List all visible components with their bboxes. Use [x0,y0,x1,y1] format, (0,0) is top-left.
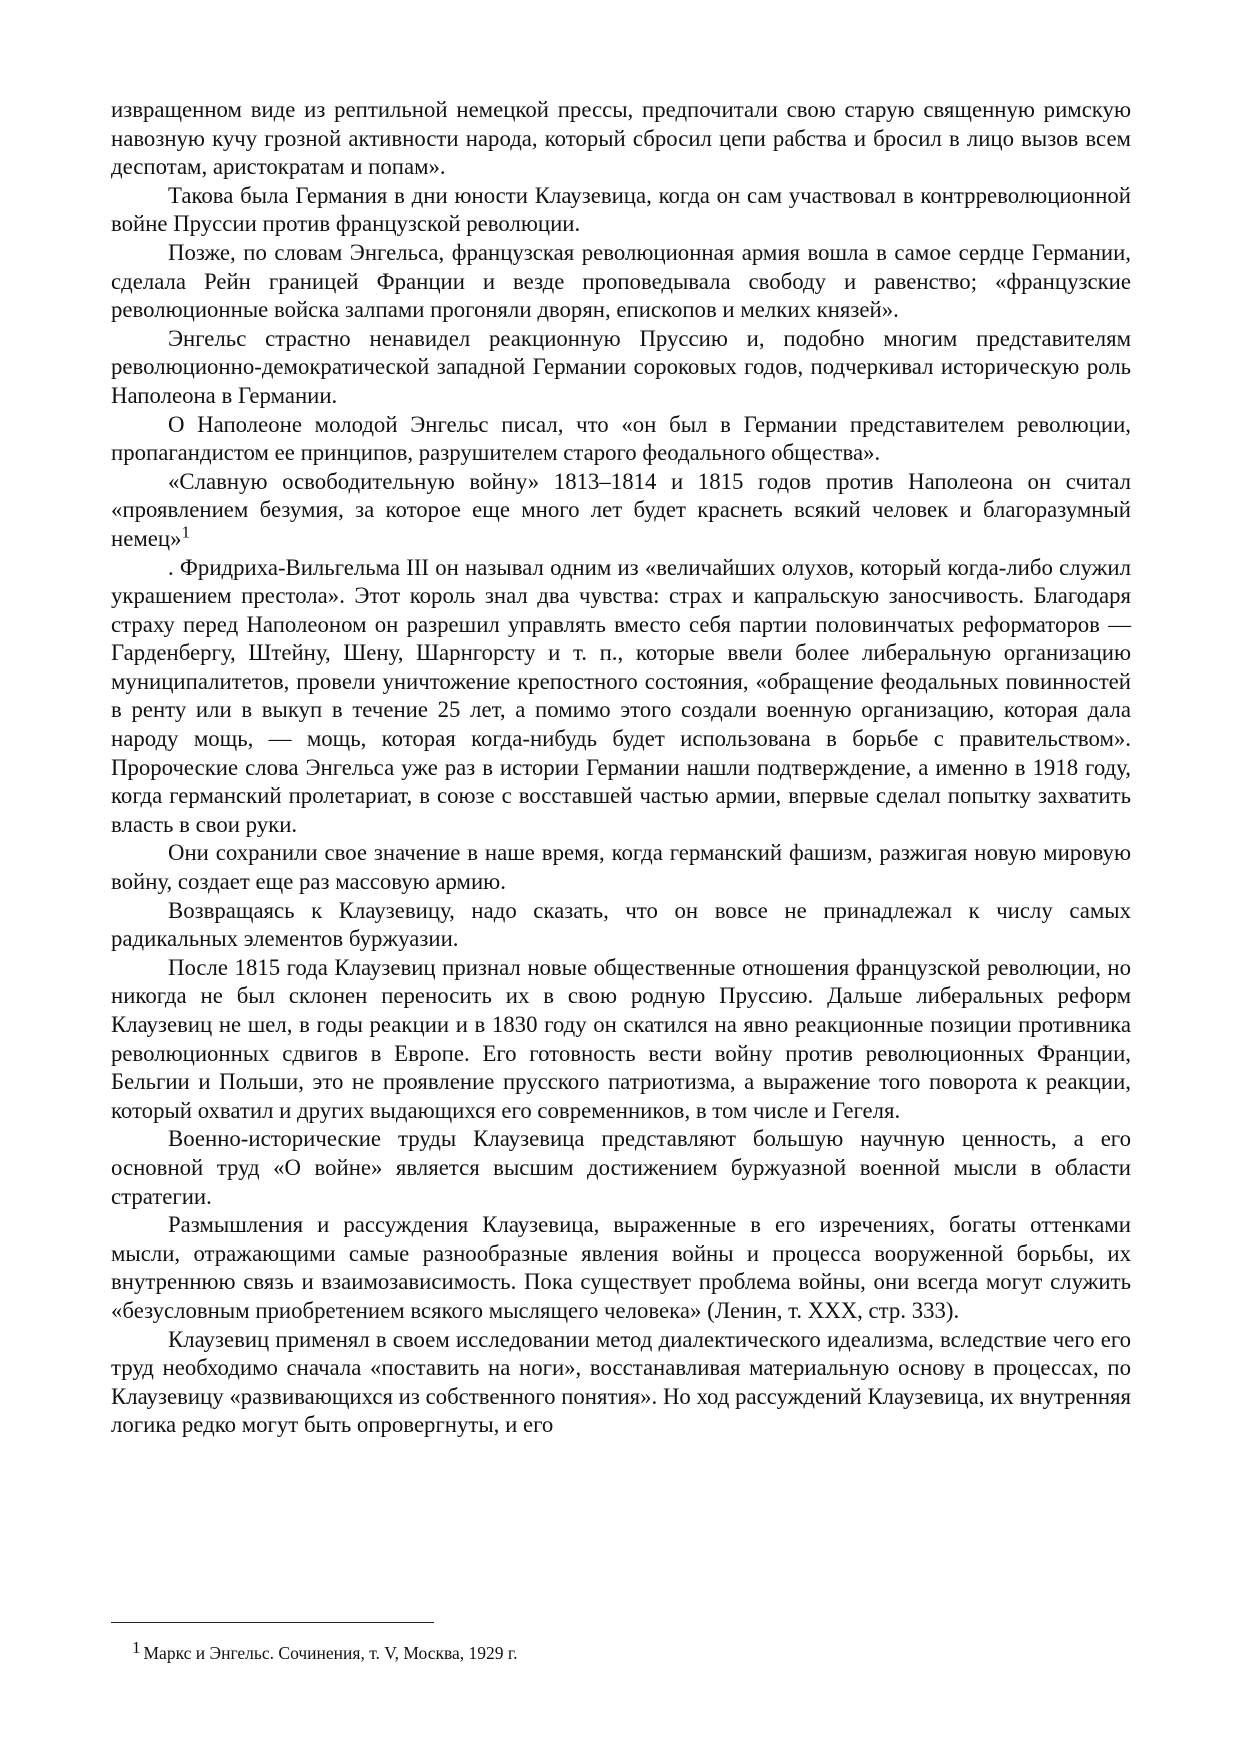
paragraph-9: Возвращаясь к Клаузевицу, надо сказать, что он вовсе не принадлежал к числу самых радикальных элементов буржуазии. [111,897,1131,952]
page-body [111,96,1131,1440]
footnote-reference[interactable]: 1 [181,522,190,542]
paragraph-2: Такова была Германия в дни юности Клаузевица, когда он сам участвовал в контрреволюционной войне Пруссии против французской революции. [111,182,1131,237]
footnote-mark: 1 [132,1638,141,1657]
paragraph-8: Они сохранили свое значение в наше время, когда германский фашизм, разжигая новую мировую войну, создает еще раз массовую армию. [111,840,1131,895]
footnote-separator [111,1622,434,1623]
paragraph-5: О Наполеоне молодой Энгельс писал, что «он был в Германии представителем революции, пропагандистом ее принципов, разрушителем старого феодального общества». [111,411,1131,466]
paragraph-7: . Фридриха-Вильгельма III он называл одним из «величайших олухов, который когда-либо служил украшением престола». Этот король знал два чувства: страх и капральскую заносчивость. Благодаря страху перед Наполеоном он разрешил управлять вместо себя партии половинчатых реформаторов — Гарденбергу, Штейну, Шену, Шарнгорсту и т. п., которые ввели более либеральную организацию муниципалитетов, провели уничтожение крепостного состояния, «обращение феодальных повинностей в ренту или в выкуп в течение 25 лет, а помимо этого создали военную организацию, которая дала народу мощь, — мощь, которая когда-нибудь будет использована в борьбе с правительством». Пророческие слова Энгельса уже раз в истории Германии нашли подтверждение, а именно в 1918 году, когда германский пролетариат, в союзе с восставшей частью армии, впервые сделал попытку захватить власть в свои руки. [111,554,1131,837]
paragraph-3: Позже, по словам Энгельса, французская революционная армия вошла в самое сердце Германии, сделала Рейн границей Франции и везде проповедывала свободу и равенство; «французские революционные войска залпами прогоняли дворян, епископов и мелких князей». [111,239,1131,323]
paragraph-11: Военно-исторические труды Клаузевица представляют большую научную ценность, а его основной труд «О войне» является высшим достижением буржуазной военной мысли в области стратегии. [111,1126,1131,1209]
paragraph-4: Энгельс страстно ненавидел реакционную Пруссию и, подобно многим представителям революционно-демократической западной Германии сороковых годов, подчеркивал историческую роль Наполеона в Германии. [111,325,1131,408]
paragraph-6 [111,468,1131,554]
paragraph-1: извращенном виде из рептильной немецкой прессы, предпочитали свою старую священную римскую навозную кучу грозной активности народа, который сбросил цепи рабства и бросил в лицо вызов всем деспотам, аристократам и попам». [111,97,1131,180]
paragraph-10: После 1815 года Клаузевиц признал новые общественные отношения французской революции, но никогда не был склонен переносить их в свою родную Пруссию. Дальше либеральных реформ Клаузевиц не шел, в годы реакции и в 1830 году он скатился на явно реакционные позиции противника революционных сдвигов в Европе. Его готовность вести войну против революционных Франции, Бельгии и Польши, это не проявление прусского патриотизма, а выражение того поворота к реакции, который охватил и других выдающихся его современников, в том числе и Гегеля. [111,954,1131,1123]
paragraph-13: Клаузевиц применял в своем исследовании метод диалектического идеализма, вследствие чего его труд необходимо сначала «поставить на ноги», восстанавливая материальную основу в процессах, по Клаузевицу «развивающихся из собственного понятия». Но ход рассуждений Клаузевица, их внутренняя логика редко могут быть опровергнуты, и его [111,1326,1131,1438]
paragraph-12: Размышления и рассуждения Клаузевица, выраженные в его изречениях, богаты оттенками мысли, отражающими самые разнообразные явления войны и процесса вооруженной борьбы, их внутреннюю связь и взаимозависимость. Пока существует проблема войны, они всегда могут служить «безусловным приобретением всякого мыслящего человека» (Ленин, т. XXX, стр. 333). [111,1212,1131,1323]
paragraph-6-text: «Славную освободительную войну» 1813–1814 и 1815 годов против Наполеона он считал «проявлением безумия, за которое еще много лет будет краснеть всякий человек и благоразумный немец» [111,468,1131,551]
footnote [132,1638,518,1664]
footnote-text: Маркс и Энгельс. Сочинения, т. V, Москва, 1929 г. [143,1643,518,1663]
